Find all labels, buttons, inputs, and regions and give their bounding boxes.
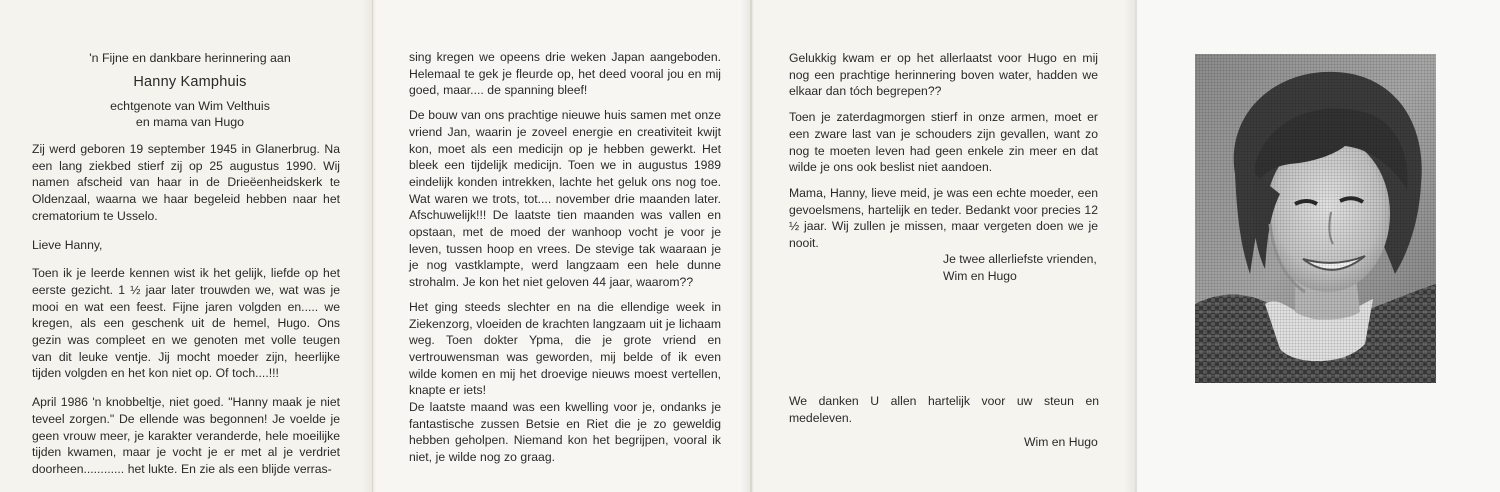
memorial-heading — [40, 50, 340, 130]
deceased-name: Hanny Kamphuis — [133, 74, 247, 90]
paragraph: Toen ik je leerde kennen wist ik het gelijk, liefde op het eerste gezicht. 1 ½ jaar later trouwden we, wat was je mooi en wat een feest. Fijne jaren volgden en..... we kregen, als een geschenk uit de hemel, Hugo. Ons gezin was compleet en we genoten met volle teugen van dit leuke ventje. Jij mocht moeder zijn, heerlijke tijden volgden en het kon niet op. Of toch....!!! — [32, 266, 340, 381]
memorial-text-left — [32, 141, 340, 490]
paragraph: De laatste maand was een kwelling voor je, ondanks je fantastische zussen Betsie en Riet die je zo geweldig hebben geholpen. Niemand kon het begrijpen, vooral ik niet, je wilde nog zo graag. — [409, 400, 721, 465]
paragraph: Toen je zaterdagmorgen stierf in onze armen, moet er een zware last van je schouders zijn gevallen, want zo nog te moeten leven had geen enkele zin meer en dat wilde je ons ook beslist niet aandoen. — [789, 110, 1098, 175]
heading-intro: 'n Fijne en dankbare herinnering aan — [89, 51, 291, 65]
thanks-note: We danken U allen hartelijk voor uw steun en medeleven. — [789, 394, 1099, 425]
memorial-text-middle — [409, 49, 721, 474]
fold-crease — [362, 0, 376, 492]
paragraph: April 1986 'n knobbeltje, niet goed. "Hanny maak je niet teveel zorgen." De ellende was begonnen! Je voelde je geen vrouw meer, je karakter veranderde, hele moeilijke tijden kwamen, maar je vocht je er met al je verdriet doorheen............ het lukte. En zie als een blijde verras- — [32, 395, 340, 476]
paragraph: Zij werd geboren 19 september 1945 in Glanerbrug. Na een lang ziekbed stierf zij op 25 augustus 1990. Wij namen afscheid van haar in de Drieëenheidskerk te Oldenzaal, waarna we haar begeleid hebben naar het crematorium te Usselo. — [32, 142, 340, 223]
paragraph: De bouw van ons prachtige nieuwe huis samen met onze vriend Jan, waarin je zoveel energie en creativiteit kwijt kon, moet als een medicijn op je hebben gewerkt. Het bleek een tijdelijk medicijn. Toen we in augustus 1989 eindelijk konden intrekken, lachte het geluk ons nog toe. Wat waren we trots, tot.... november drie maanden later. Afschuwelijk!!! De laatste tien maanden was vallen en opstaan, met de moed der wanhoop vocht je voor je leven, tussen hoop en vrees. De stevige tak waaraan je je nog vastklampte, werd langzaam een hele dunne strohalm. Je kon het niet geloven 44 jaar, waarom?? — [409, 108, 721, 290]
mother-line: en mama van Hugo — [135, 115, 245, 129]
fold-crease — [740, 0, 754, 492]
signoff: Je twee allerliefste vrienden, Wim en Hugo — [943, 252, 1097, 283]
paragraph: Mama, Hanny, lieve meid, je was een echte moeder, een gevoelsmens, hartelijk en teder. Bedankt voor precies 12 ½ jaar. Wij zullen je missen, maar vergeten doen we je nooit. — [789, 185, 1098, 251]
paragraph: Gelukkig kwam er op het allerlaatst voor Hugo en mij nog een prachtige herinnering boven water, hadden we elkaar dan tóch begrepen?? — [789, 51, 1098, 99]
spouse-line: echtgenote van Wim Velthuis — [110, 99, 270, 113]
paragraph: Het ging steeds slechter en na die ellendige week in Ziekenzorg, vloeiden de krachten langzaam uit je lichaam weg. Toen dokter Ypma, die je grote vriend en vertrouwensman was geworden, mij belde of ik even wilde komen en mij het droevige nieuws moest vertellen, knapte er iets! — [409, 299, 721, 398]
thanks-signature: Wim en Hugo — [1024, 435, 1098, 449]
halftone-overlay — [1195, 54, 1436, 383]
portrait-photo — [1195, 54, 1436, 383]
paragraph: sing kregen we opeens drie weken Japan aangeboden. Helemaal te gek je fleurde op, het deed vooral jou en mij goed, maar.... de spanning bleef! — [409, 50, 721, 98]
fold-crease — [1124, 0, 1138, 492]
memorial-text-right — [789, 50, 1098, 261]
salutation: Lieve Hanny, — [32, 237, 103, 252]
